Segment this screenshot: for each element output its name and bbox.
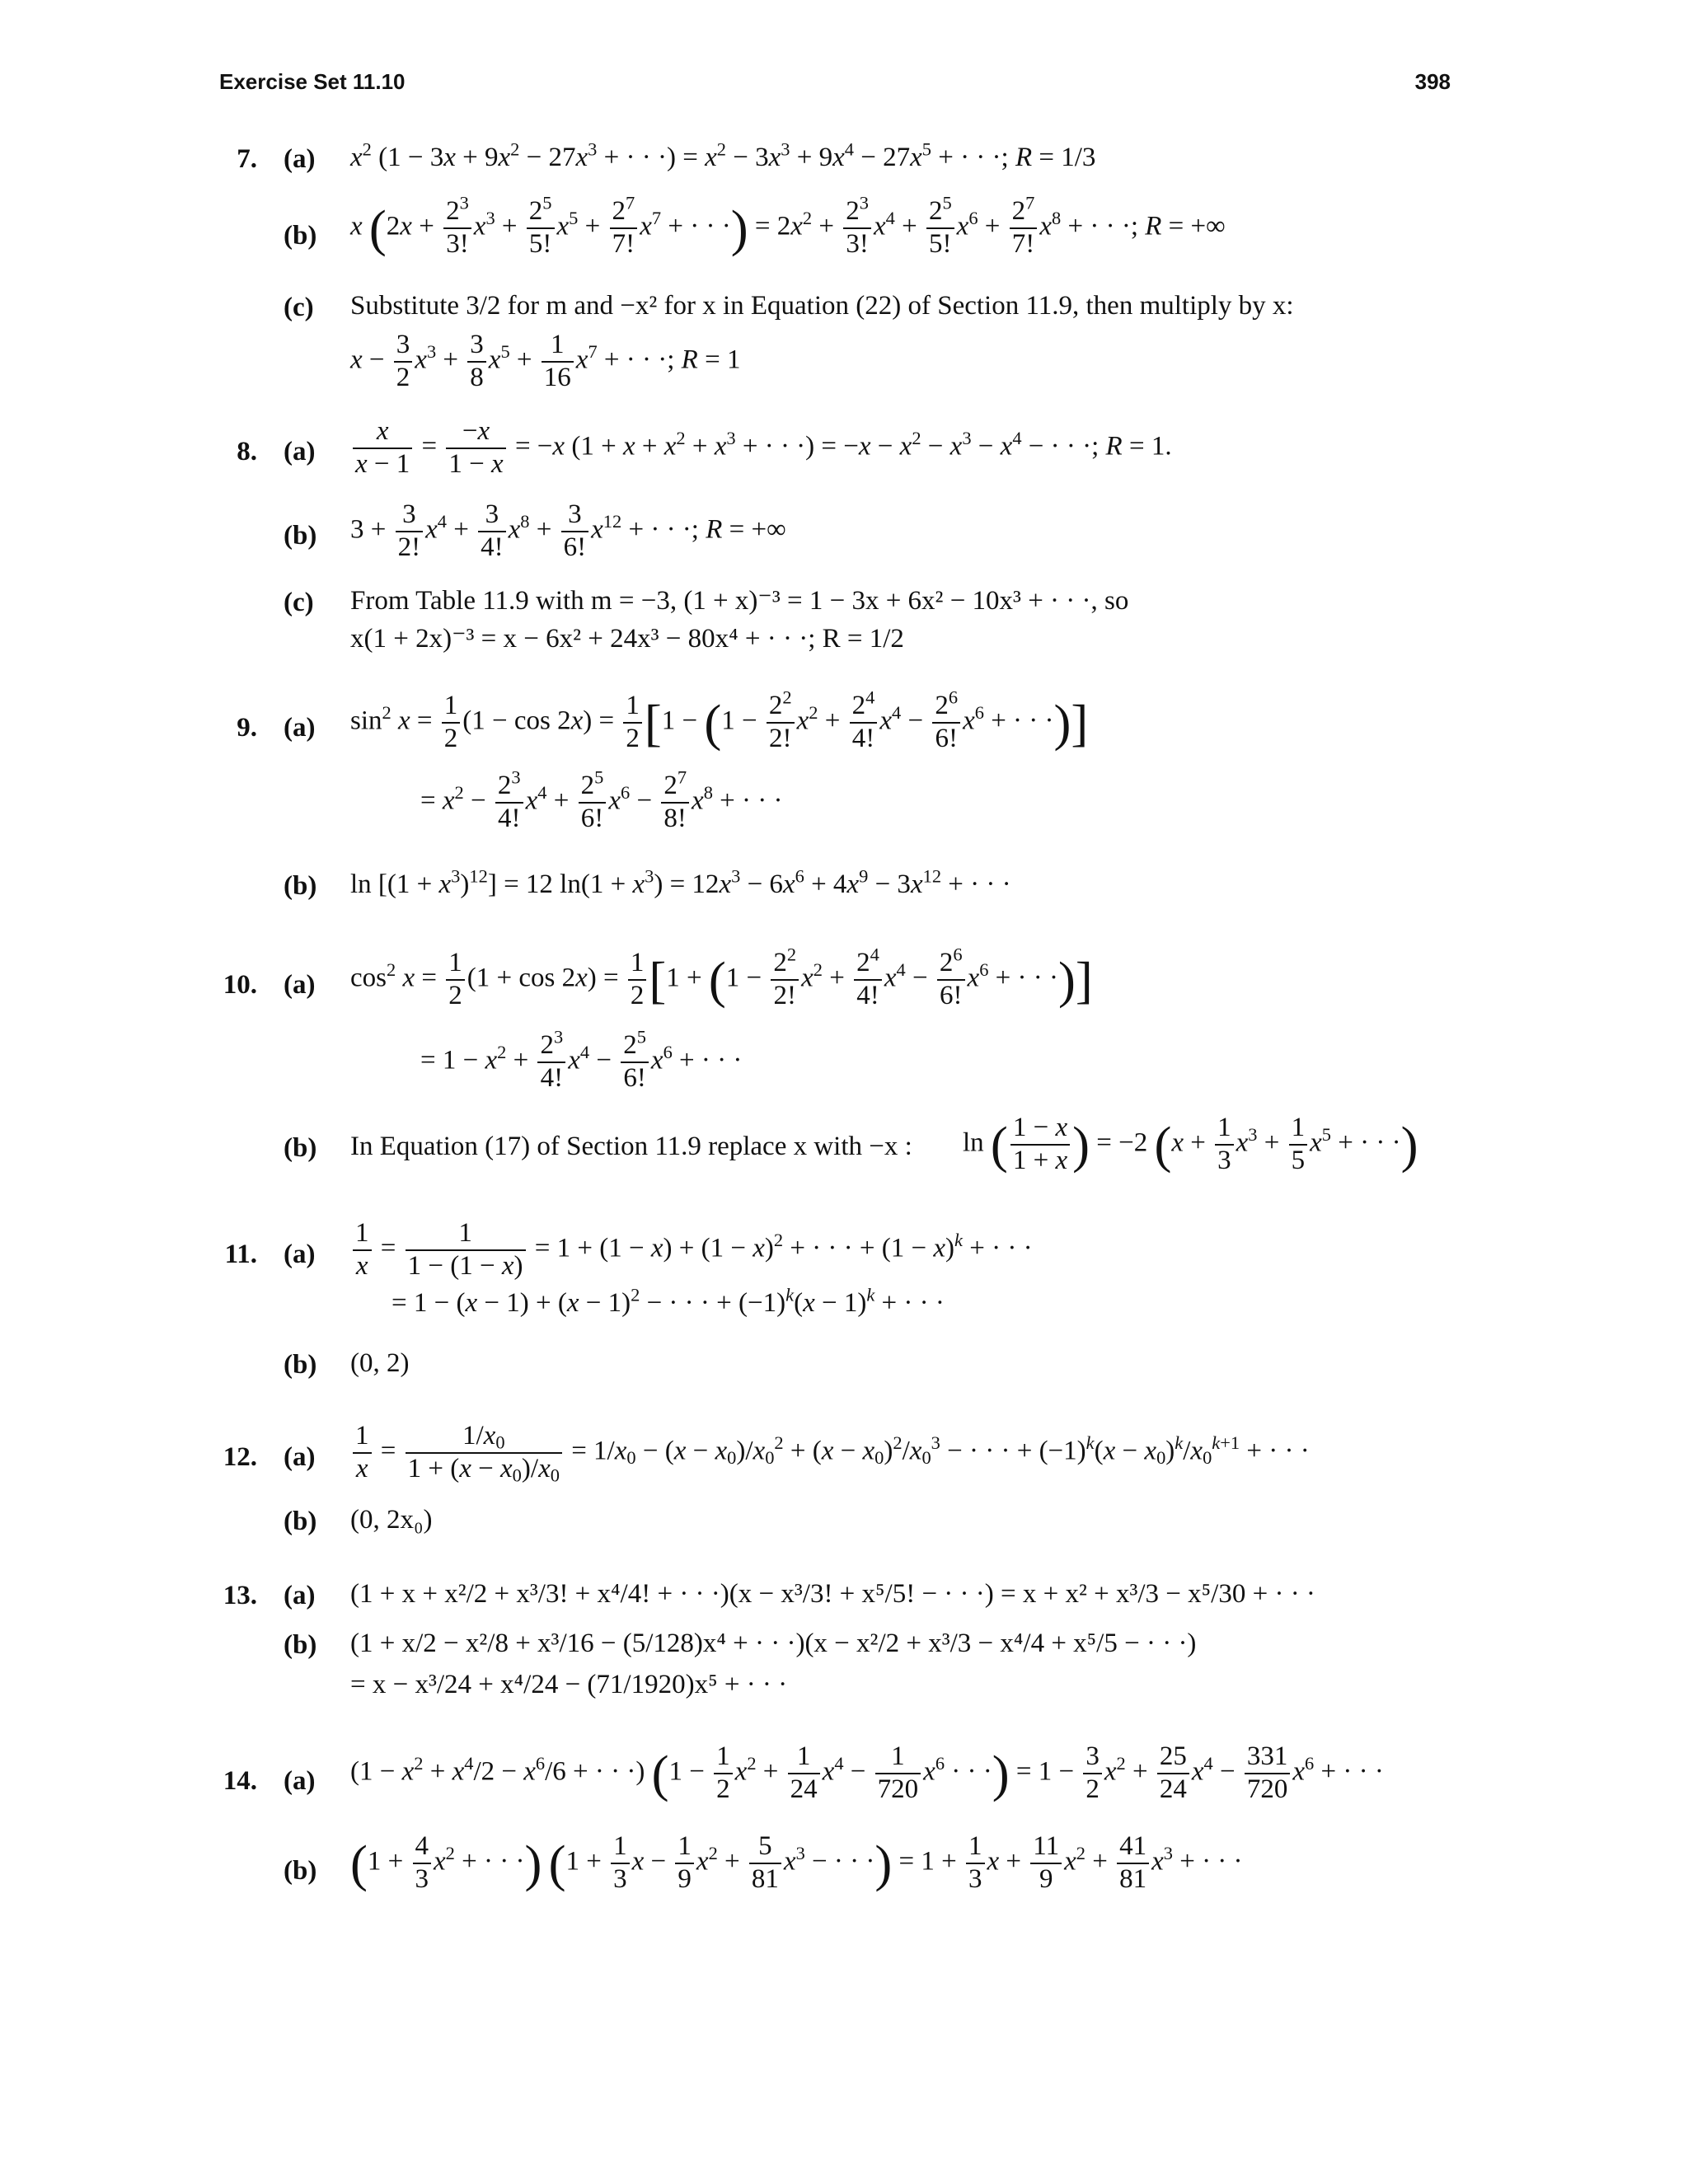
problem-8a-label: (a) — [284, 437, 316, 466]
problem-13b-line1: (1 + x/2 − x²/8 + x³/16 − (5/128)x⁴ + · · ·)(x − x²/2 + x³/3 − x⁴/4 + x⁵/5 − · · ·) — [350, 1629, 1197, 1658]
problem-12a-label: (a) — [284, 1442, 316, 1472]
problem-7b-expression: x (2x + $\frac{2^3}{3!}$ $x^3$ + $\frac{2^5}{5!}$ $x^5$ + $\frac{2^7}{7!}$ $x^7$ + · · ·) = $2x^2$ + $\frac{2^3}{3!}$ $x^4$ + $\frac{2^5}{5!}$ $x^6$ + $\frac{2^7}{7!}$ $x^8$ + · · ·; R = +∞ — [350, 192, 1226, 259]
problem-10b-text: In Equation (17) of Section 11.9 replace x with −x : — [350, 1132, 912, 1161]
problem-8a-expression: $\frac{x}{x - 1}$ = $\frac{-x}{1 - x}$ = −x ($1 + x + x^2 + x^3$ + · · ·) = $-x - x^2 - x^3 - x^4$ − · · ·; R = 1. — [350, 416, 1172, 480]
problem-10-number: 10. — [223, 970, 257, 1000]
problem-8c-line2: x(1 + 2x)⁻³ = x − 6x² + 24x³ − 80x⁴ + · · ·; R = 1/2 — [350, 624, 904, 654]
problem-10b-label: (b) — [284, 1133, 317, 1163]
problem-7a-expression: $x^2$ ($1 - 3x + 9x^2 - 27x^3$ + · · ·) = $x^2 - 3x^3 + 9x^4 - 27x^5$ + · · ·; R = 1/3 — [350, 138, 1096, 172]
problem-10b-expression: ln ( $\frac{1 - x}{1 + x}$ ) = −2 (x + $\frac{1}{3}$ $x^3$ + $\frac{1}{5}$ $x^5$ + · · ·) — [963, 1113, 1418, 1175]
problem-14b-label: (b) — [284, 1856, 317, 1886]
problem-14a-label: (a) — [284, 1766, 316, 1796]
problem-14a-expression: ($1 - x^2 + x^4/2 - x^6/6$ + · · ·) (1 − $\frac{1}{2}$ $x^2$ + $\frac{1}{24}$ $x^4$ − $\frac{1}{720}$ $x^6$ · · ·) = 1 − $\frac{3}{2}$ $x^2$ + $\frac{25}{24}$ $x^4$ − $\frac{331}{720}$ $x^6$ + · · · — [350, 1741, 1384, 1804]
problem-8b-expression: 3 + $\frac{3}{2!}$ $x^4$ + $\frac{3}{4!}$ $x^8$ + $\frac{3}{6!}$ $x^{12}$ + · · ·; R = +∞ — [350, 499, 786, 562]
problem-14b-expression: (1 + $\frac{4}{3}$ $x^2$ + · · ·) (1 + $\frac{1}{3}$ x − $\frac{1}{9}$ $x^2$ + $\frac{5}{81}$ $x^3$ − · · ·) = 1 + $\frac{1}{3}$ x + $\frac{11}{9}$ $x^2$ + $\frac{41}{81}$ $x^3$ + · · · — [350, 1831, 1243, 1894]
problem-9b-expression: $\ln [(1 + x^3)^{12}] = 12$ $\ln(1 + x^3) = 12x^3 - 6x^6 + 4x^9 - 3x^{12}$ + · · · — [350, 865, 1011, 899]
problem-9a-label: (a) — [284, 713, 316, 743]
problem-12a-expression: $\frac{1}{x}$ = $\frac{1/x_0}{1 + (x - x_0)/x_0}$ = $1/x_0 - (x - x_0)/x_0^2 + (x - x_0)^2/x_0^3$ − · · · + $(-1)^k(x - x_0)^k/x_0^{k+1}$ + · · · — [350, 1421, 1310, 1485]
problem-11-number: 11. — [224, 1240, 257, 1269]
problem-9a-expression: $\sin^2 x$ = $\frac{1}{2}$ (1 − cos 2x) = $\frac{1}{2}$ [1 − (1 − $\frac{2^2}{2!}$ $x^2$ + $\frac{2^4}{4!}$ $x^4$ − $\frac{2^6}{6!}$ $x^6$ + · · ·)] — [350, 687, 1089, 753]
problem-8-number: 8. — [237, 437, 257, 466]
section-title: Exercise Set 11.10 — [219, 69, 406, 94]
problem-9a-continuation: = $x^2$ − $\frac{2^3}{4!}$ $x^4$ + $\frac{2^5}{6!}$ $x^6$ − $\frac{2^7}{8!}$ $x^8$ + · · · — [420, 766, 783, 833]
problem-7b-label: (b) — [284, 221, 317, 251]
problem-8c-label: (c) — [284, 588, 314, 617]
problem-8b-label: (b) — [284, 521, 317, 551]
problem-8c-line1: From Table 11.9 with m = −3, (1 + x)⁻³ = 1 − 3x + 6x² − 10x³ + · · ·, so — [350, 586, 1129, 616]
problem-7c-label: (c) — [284, 293, 314, 322]
problem-12-number: 12. — [223, 1442, 257, 1472]
problem-10a-continuation: = $1 - x^2$ + $\frac{2^3}{4!}$ $x^4$ − $\frac{2^5}{6!}$ $x^6$ + · · · — [420, 1026, 743, 1093]
problem-7c-text: Substitute 3/2 for m and −x² for x in Equation (22) of Section 11.9, then multiply by x: — [350, 291, 1294, 321]
problem-11a-continuation: = $1 - (x - 1) + (x - 1)^2$ − · · · + $(-1)^k(x - 1)^k$ + · · · — [392, 1284, 945, 1318]
problem-11b-answer: (0, 2) — [350, 1348, 410, 1378]
problem-10a-label: (a) — [284, 970, 316, 1000]
page-number: 398 — [1414, 69, 1451, 94]
problem-7a-label: (a) — [284, 144, 316, 174]
problem-11a-expression: $\frac{1}{x}$ = $\frac{1}{1 - (1 - x)}$ = $1 + (1 - x) + (1 - x)^2$ + · · · + $(1 - x)^k$ + · · · — [350, 1218, 1033, 1282]
problem-13b-line2: = x − x³/24 + x⁴/24 − (71/1920)x⁵ + · · · — [350, 1670, 788, 1699]
problem-13a-expression: (1 + x + x²/2 + x³/3! + x⁴/4! + · · ·)(x − x³/3! + x⁵/5! − · · ·) = x + x² + x³/3 − x⁵/30 + · · · — [350, 1579, 1315, 1609]
problem-11a-label: (a) — [284, 1240, 316, 1269]
problem-13b-label: (b) — [284, 1630, 317, 1660]
problem-10a-expression: $\cos^2 x$ = $\frac{1}{2}$ (1 + cos 2x) = $\frac{1}{2}$ [1 + (1 − $\frac{2^2}{2!}$ $x^2$ + $\frac{2^4}{4!}$ $x^4$ − $\frac{2^6}{6!}$ $x^6$ + · · ·)] — [350, 944, 1093, 1010]
problem-12b-label: (b) — [284, 1507, 317, 1536]
problem-7c-expression: x − $\frac{3}{2}$ $x^3$ + $\frac{3}{8}$ $x^5$ + $\frac{1}{16}$ $x^7$ + · · ·; R = 1 — [350, 330, 741, 392]
problem-11b-label: (b) — [284, 1350, 317, 1380]
problem-7-number: 7. — [237, 144, 257, 174]
problem-14-number: 14. — [223, 1766, 257, 1796]
problem-13-number: 13. — [223, 1581, 257, 1610]
problem-9b-label: (b) — [284, 871, 317, 901]
problem-9-number: 9. — [237, 713, 257, 743]
problem-13a-label: (a) — [284, 1581, 316, 1610]
problem-12b-answer: (0, 2x₀) — [350, 1505, 433, 1535]
